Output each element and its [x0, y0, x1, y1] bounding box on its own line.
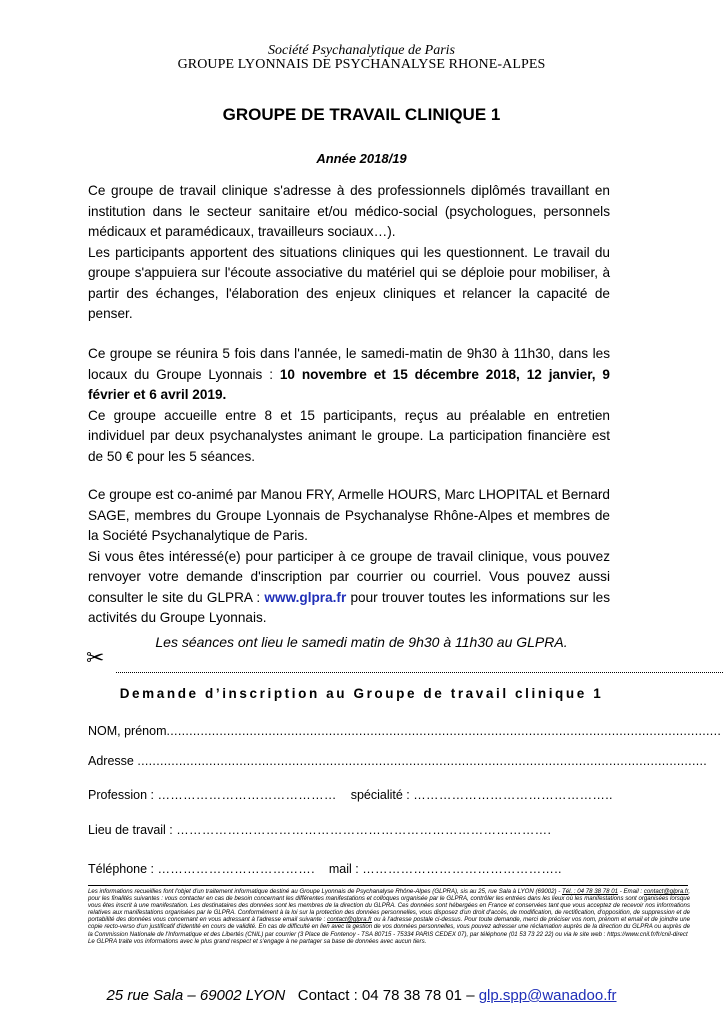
legal-notice [88, 888, 690, 945]
signup-text-end: pour trouver toutes les informations sur les activités du Groupe Lyonnais. [88, 589, 610, 625]
legal-phone: Tél. : 04 78 38 78 01 [562, 888, 619, 895]
paragraph-organizers-b [88, 547, 610, 629]
group-name: GROUPE LYONNAIS DE PSYCHANALYSE RHONE-ALPES [177, 57, 546, 72]
legal-text-3: , pour les finalités suivantes : vous contacter en cas de besoin concernant les différentes manifestations et colloques organisée par le GLPRA, contrôler les entrées dans les lieux où les manifestations sont organisées lorsque vous êtes inscrit à une manifestation. Les destinataires des données sont les membres de la direction du GLPRA. Ces données sont hébergées en France et conservées tant que vous acceptez de recevoir nos informations relatives aux manifestations organisées par le GLPRA. Conformément à la loi sur la protection des données personnelles, vous disposez d'un droit d'accès, de modification, de rectification, d'opposition, de suppression et de portabilité des données vous concernant en vous adressant à l'adresse email suivante : [88, 888, 691, 924]
legal-divider [88, 885, 688, 886]
mail-label: mail : [328, 862, 363, 876]
form-row-name[interactable] [88, 724, 722, 738]
signup-text: Si vous êtes intéressé(e) pour participer à ce groupe de travail clinique, vous pouvez renvoyer votre demande d'inscription par courrier ou courriel. Vous pouvez aussi consulter le site du GLPRA : [88, 548, 610, 605]
paragraph-schedule-a [88, 344, 610, 406]
name-field[interactable]: ................................................................................................................................................... [166, 724, 722, 738]
profession-label: Profession : [88, 788, 158, 802]
address-field[interactable]: ....................................................................................................................................................... [137, 754, 708, 768]
phone-label: Téléphone : [88, 862, 158, 876]
workplace-label: Lieu de travail : [88, 823, 177, 837]
legal-text-5: Le GLPRA traite vos informations avec le plus grand respect et s'engage à ne partager sa base de données avec aucun tiers. [88, 937, 427, 945]
workplace-field[interactable]: ……………………………………………………………………………. [176, 823, 552, 837]
form-row-phone[interactable] [88, 862, 600, 876]
society-name: Société Psychanalytique de Paris [268, 43, 455, 58]
legal-text-1: Les informations recueillies font l'objet d'un traitement informatique destiné au Groupe Lyonnais de Psychanalyse Rhône-Alpes (GLPRA), sis au 25, rue Sala à LYON (69002) - [88, 888, 562, 895]
name-label: NOM, prénom [88, 724, 167, 738]
address-label: Adresse [88, 754, 134, 768]
specialty-label: spécialité : [350, 788, 414, 802]
cut-line [116, 672, 723, 673]
legal-email-link-2[interactable]: contact@glpra.fr [327, 916, 372, 924]
paragraph-intro-a: Ce groupe de travail clinique s'adresse à des professionnels diplômés travaillant en institution dans le secteur sanitaire et/ou médico-social (psychologues, personnels médicaux et paramédicaux, travailleurs sociaux…). [88, 183, 610, 239]
footer-contact: Contact : 04 78 38 78 01 – [297, 987, 475, 1004]
schedule-dates: 10 novembre et 15 décembre 2018, 12 janvier, 9 février et 6 avril 2019. [88, 366, 610, 402]
sessions-note: Les séances ont lieu le samedi matin de 9h30 à 11h30 au GLPRA. [155, 634, 568, 650]
footer-address: 25 rue Sala – 69002 LYON [106, 987, 286, 1004]
paragraph-intro-b: Les participants apportent des situations cliniques qui les questionnent. Le travail du groupe s'appuiera sur l'écoute associative du matériel qui se déploie pour mobiliser, à partir des échanges, l'élaboration des enjeux cliniques et relancer la capacité de penser. [88, 244, 610, 321]
paragraph-intro [88, 181, 610, 325]
paragraph-organizers [88, 485, 610, 629]
legal-text-2: - Email : [618, 888, 644, 895]
phone-field[interactable]: ………………………………. [157, 862, 315, 876]
specialty-field[interactable]: ……………………………………….. [413, 788, 613, 802]
form-title: Demande d’inscription au Groupe de travail clinique 1 [119, 686, 604, 701]
form-row-workplace[interactable] [88, 823, 600, 837]
legal-email-link[interactable]: contact@glpra.fr [643, 888, 689, 895]
website-link[interactable]: www.glpra.fr [264, 589, 347, 605]
paragraph-organizers-a: Ce groupe est co-animé par Manou FRY, Armelle HOURS, Marc LHOPITAL et Bernard SAGE, membres du Groupe Lyonnais de Psychanalyse Rhône-Alpes et membres de la Société Psychanalytique de Paris. [88, 487, 610, 543]
form-row-profession[interactable] [88, 788, 613, 802]
schedule-text: Ce groupe se réunira 5 fois dans l'année, le samedi-matin de 9h30 à 11h30, dans les locaux du Groupe Lyonnais : [88, 346, 610, 382]
document-title: GROUPE DE TRAVAIL CLINIQUE 1 [222, 105, 501, 124]
mail-field[interactable]: ……………………………………….. [362, 862, 562, 876]
legal-text-4: ou à l'adresse postale ci-dessus. Pour toute demande, merci de préciser vos nom, prénom et email et de joindre une copie recto-verso d'un justificatif d'identité en cours de validité. En cas de difficulté en lien avec la gestion de vos données personnelles, vous pouvez adresser une réclamation auprès de la direction du GLPRA ou auprès de la Commission Nationale de l'Informatique et des Libertés (CNIL) par courrier (3 Place de Fontenoy - TSA 80715 - 75334 PARIS CEDEX 07), par téléphone (01 53 73 22 22) ou via le site web : https://www.cnil.fr/fr/cnil-direct [88, 916, 691, 938]
form-row-address[interactable] [88, 754, 708, 768]
scissors-icon: ✂ [86, 645, 105, 670]
footer [0, 987, 723, 1004]
paragraph-schedule-b: Ce groupe accueille entre 8 et 15 participants, reçus au préalable en entretien individuel par deux psychanalystes animant le groupe. La participation financière est de 50 € pour les 5 séances. [88, 407, 610, 464]
paragraph-schedule [88, 344, 610, 467]
year-label: Année 2018/19 [316, 151, 407, 166]
profession-field[interactable]: …………………………………… [157, 788, 337, 802]
footer-email-link[interactable]: glp.spp@wanadoo.fr [478, 987, 617, 1004]
